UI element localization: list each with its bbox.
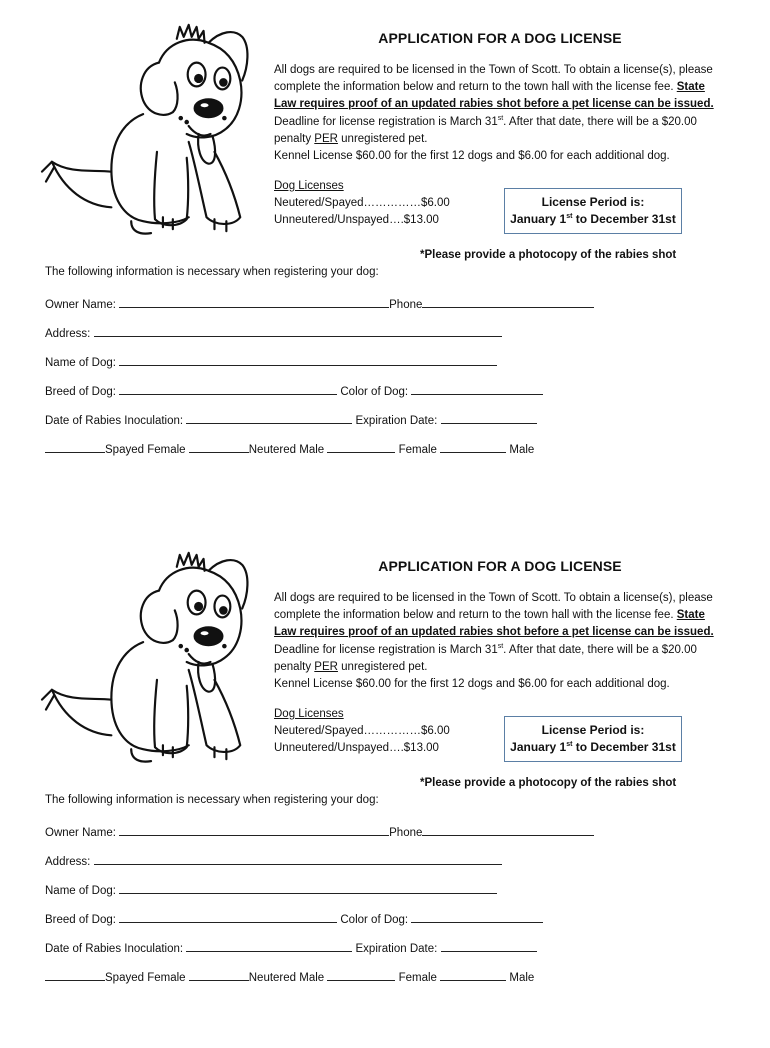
breed-field[interactable] <box>119 911 337 923</box>
dog-name-row <box>45 882 497 897</box>
ordinal-suffix: st <box>497 114 504 122</box>
period-start: January 1 <box>510 212 567 226</box>
spayed-female-field[interactable] <box>45 969 105 981</box>
expiration-field[interactable] <box>441 412 537 424</box>
rabies-date-label: Date of Rabies Inoculation: <box>45 943 184 955</box>
dog-license-form-2 <box>0 528 770 1048</box>
rabies-date-field[interactable] <box>186 940 352 952</box>
deadline-text: Deadline for license registration is March 31 <box>274 643 498 656</box>
expiration-field[interactable] <box>441 940 537 952</box>
intro-sentence: All dogs are required to be licensed in the Town of Scott. To obtain a license(s), please complete the information below and return to the town hall with the license fee. <box>274 592 713 622</box>
license-period-box <box>504 188 682 234</box>
dog-license-form-1 <box>0 0 770 520</box>
address-label: Address: <box>45 328 91 340</box>
rabies-date-label: Date of Rabies Inoculation: <box>45 415 184 427</box>
license-period-dates <box>505 739 681 756</box>
breed-label: Breed of Dog: <box>45 914 116 926</box>
info-instruction: The following information is necessary when registering your dog: <box>45 794 379 806</box>
fees-heading: Dog Licenses <box>274 708 344 720</box>
license-period-label: License Period is: <box>541 195 645 209</box>
fee-neutered: Neutered/Spayed……………$6.00 <box>274 197 450 210</box>
rabies-requirement: State Law requires proof of an updated rabies shot before a pet license can be issued. <box>274 81 714 111</box>
female-label: Female <box>398 444 437 456</box>
fee-unneutered: Unneutered/Unspayed….$13.00 <box>274 742 439 755</box>
color-label: Color of Dog: <box>340 386 409 398</box>
address-row <box>45 325 502 340</box>
owner-name-label: Owner Name: <box>45 827 116 839</box>
unregistered-text: unregistered pet. <box>341 132 428 145</box>
spayed-female-label: Spayed Female <box>105 444 186 456</box>
kennel-license-text: Kennel License $60.00 for the first 12 dogs and $6.00 for each additional dog. <box>274 150 670 163</box>
neutered-male-field[interactable] <box>189 969 249 981</box>
color-field[interactable] <box>411 383 543 395</box>
intro-text <box>274 590 726 693</box>
photocopy-note: *Please provide a photocopy of the rabies shot <box>420 249 677 261</box>
per-text: PER <box>314 660 338 673</box>
male-field[interactable] <box>440 969 506 981</box>
form-title: APPLICATION FOR A DOG LICENSE <box>378 558 622 574</box>
per-text: PER <box>314 132 338 145</box>
dog-name-field[interactable] <box>119 882 497 894</box>
spayed-female-field[interactable] <box>45 441 105 453</box>
owner-name-field[interactable] <box>119 824 389 836</box>
penalty-text: . After that date, there will be a $20.00 penalty <box>274 115 697 145</box>
rabies-row <box>45 940 537 955</box>
expiration-label: Expiration Date: <box>355 943 438 955</box>
ordinal-suffix: st <box>497 642 504 650</box>
breed-color-row <box>45 911 543 926</box>
unregistered-text: unregistered pet. <box>341 660 428 673</box>
license-period-box <box>504 716 682 762</box>
male-field[interactable] <box>440 441 506 453</box>
phone-field[interactable] <box>422 824 594 836</box>
license-period-dates <box>505 211 681 228</box>
info-instruction: The following information is necessary when registering your dog: <box>45 266 379 278</box>
rabies-date-field[interactable] <box>186 412 352 424</box>
owner-row <box>45 296 594 311</box>
penalty-text: . After that date, there will be a $20.00 penalty <box>274 643 697 673</box>
breed-color-row <box>45 383 543 398</box>
neutered-male-label: Neutered Male <box>248 972 325 984</box>
male-label: Male <box>509 444 535 456</box>
address-field[interactable] <box>94 853 502 865</box>
phone-field[interactable] <box>422 296 594 308</box>
intro-sentence: All dogs are required to be licensed in the Town of Scott. To obtain a license(s), please complete the information below and return to the town hall with the license fee. <box>274 64 713 94</box>
sex-row <box>45 441 534 456</box>
neutered-male-label: Neutered Male <box>248 444 325 456</box>
cartoon-dog-illustration <box>40 22 268 242</box>
breed-label: Breed of Dog: <box>45 386 116 398</box>
breed-field[interactable] <box>119 383 337 395</box>
deadline-text: Deadline for license registration is March 31 <box>274 115 498 128</box>
fee-neutered: Neutered/Spayed……………$6.00 <box>274 725 450 738</box>
cartoon-dog-illustration <box>40 550 268 770</box>
neutered-male-field[interactable] <box>189 441 249 453</box>
period-end: to December 31st <box>572 212 676 226</box>
dog-name-label: Name of Dog: <box>45 885 116 897</box>
period-end: to December 31st <box>572 740 676 754</box>
fee-schedule <box>274 178 450 230</box>
dog-name-label: Name of Dog: <box>45 357 116 369</box>
dog-name-field[interactable] <box>119 354 497 366</box>
address-label: Address: <box>45 856 91 868</box>
owner-name-field[interactable] <box>119 296 389 308</box>
female-field[interactable] <box>327 969 395 981</box>
phone-label: Phone <box>389 299 423 311</box>
intro-text <box>274 62 726 165</box>
period-start: January 1 <box>510 740 567 754</box>
fees-heading: Dog Licenses <box>274 180 344 192</box>
female-label: Female <box>398 972 437 984</box>
period-start-suffix: st <box>566 213 573 220</box>
period-start-suffix: st <box>566 741 573 748</box>
male-label: Male <box>509 972 535 984</box>
color-field[interactable] <box>411 911 543 923</box>
address-field[interactable] <box>94 325 502 337</box>
phone-label: Phone <box>389 827 423 839</box>
kennel-license-text: Kennel License $60.00 for the first 12 dogs and $6.00 for each additional dog. <box>274 678 670 691</box>
female-field[interactable] <box>327 441 395 453</box>
fee-schedule <box>274 706 450 758</box>
owner-name-label: Owner Name: <box>45 299 116 311</box>
sex-row <box>45 969 534 984</box>
rabies-row <box>45 412 537 427</box>
photocopy-note: *Please provide a photocopy of the rabies shot <box>420 777 677 789</box>
owner-row <box>45 824 594 839</box>
fee-unneutered: Unneutered/Unspayed….$13.00 <box>274 214 439 227</box>
address-row <box>45 853 502 868</box>
license-period-label: License Period is: <box>541 723 645 737</box>
dog-name-row <box>45 354 497 369</box>
color-label: Color of Dog: <box>340 914 409 926</box>
expiration-label: Expiration Date: <box>355 415 438 427</box>
form-title: APPLICATION FOR A DOG LICENSE <box>378 30 622 46</box>
spayed-female-label: Spayed Female <box>105 972 186 984</box>
rabies-requirement: State Law requires proof of an updated rabies shot before a pet license can be issued. <box>274 609 714 639</box>
